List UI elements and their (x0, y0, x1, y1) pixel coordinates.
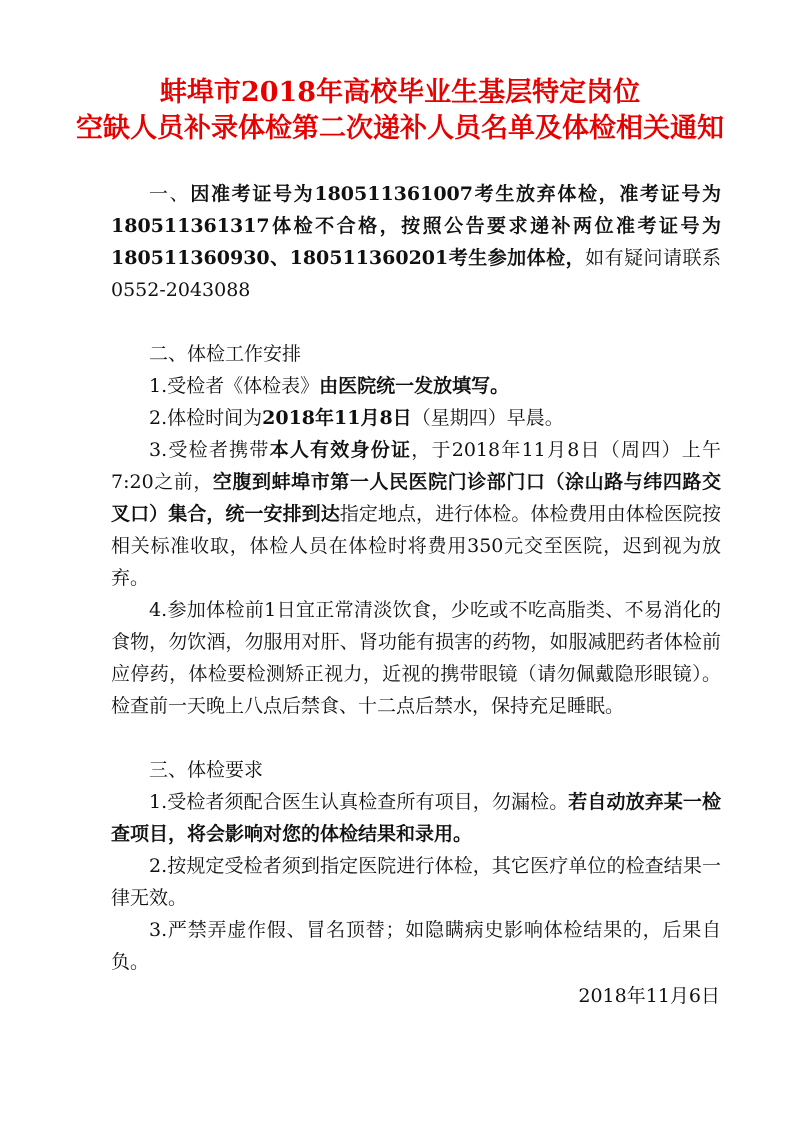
section-3-item-3: 3.严禁弄虚作假、冒名顶替；如隐瞒病史影响体检结果的，后果自负。 (111, 919, 721, 973)
item-text: 指定地点，进行体检。体检费用由体检医院按相关标准收取，体检人员在体检时将费用350元交至医院，迟到视为放弃。 (111, 503, 721, 589)
spacer (111, 306, 721, 338)
section-2-item-4: 4.参加体检前1日宜正常清淡饮食，少吃或不吃高脂类、不易消化的食物，勿饮酒，勿服用对肝、肾功能有损害的药物，如服减肥药者体检前应停药，体检要检测矫正视力，近视的携带眼镜（请勿佩戴隐形眼镜）。检查前一天晚上八点后禁食、十二点后禁水，保持充足睡眠。 (111, 599, 721, 717)
section-1-heading: 一、 (149, 183, 191, 205)
item-text: 1.受检者《体检表》 (149, 375, 320, 397)
section-3-heading: 三、体检要求 (149, 759, 264, 781)
section-1-contact: 如有疑问请联系0552-2043088 (111, 247, 721, 301)
item-text: （星期四）早晨。 (411, 407, 564, 429)
item-bold-text: 本人有效身份证 (269, 439, 412, 461)
title-line-2: 空缺人员补录体检第二次递补人员名单及体检相关通知 (76, 113, 724, 144)
section-3-item-2: 2.按规定受检者须到指定医院进行体检，其它医疗单位的检查结果一律无效。 (111, 855, 721, 909)
item-text: ，于2018年11月8日（周四）上午7:20之前， (111, 439, 721, 493)
section-2-heading: 二、体检工作安排 (149, 343, 302, 365)
item-text: 3.受检者携带 (149, 439, 270, 461)
item-bold-text: 若自动放弃某一检查项目，将会影响对您的体检结果和录用。 (111, 791, 721, 845)
item-bold-text: 空腹到蚌埠市第一人民医院门诊部门口（涂山路与纬四路交叉口）集合，统一安排到达 (111, 471, 721, 525)
section-2-item-2 (111, 402, 721, 434)
section-2-item-1 (111, 370, 721, 402)
title-line-1: 蚌埠市2018年高校毕业生基层特定岗位 (159, 77, 641, 108)
section-2-item-3 (111, 434, 721, 594)
item-bold-text: 由医院统一发放填写。 (319, 375, 510, 397)
notice-body (111, 178, 721, 978)
section-1-paragraph (111, 178, 721, 306)
spacer (111, 722, 721, 754)
section-3-item-1 (111, 786, 721, 850)
item-text: 2.体检时间为 (149, 407, 263, 429)
issue-date: 2018年11月6日 (578, 985, 720, 1007)
item-bold-text: 2018年11月8日 (262, 407, 412, 429)
section-1-bold-text: 因准考证号为180511361007考生放弃体检，准考证号为180511361317体检不合格，按照公告要求递补两位准考证号为180511360930、180511360201考生参加体检， (111, 183, 721, 269)
item-text: 1.受检者须配合医生认真检查所有项目，勿漏检。 (149, 791, 569, 813)
